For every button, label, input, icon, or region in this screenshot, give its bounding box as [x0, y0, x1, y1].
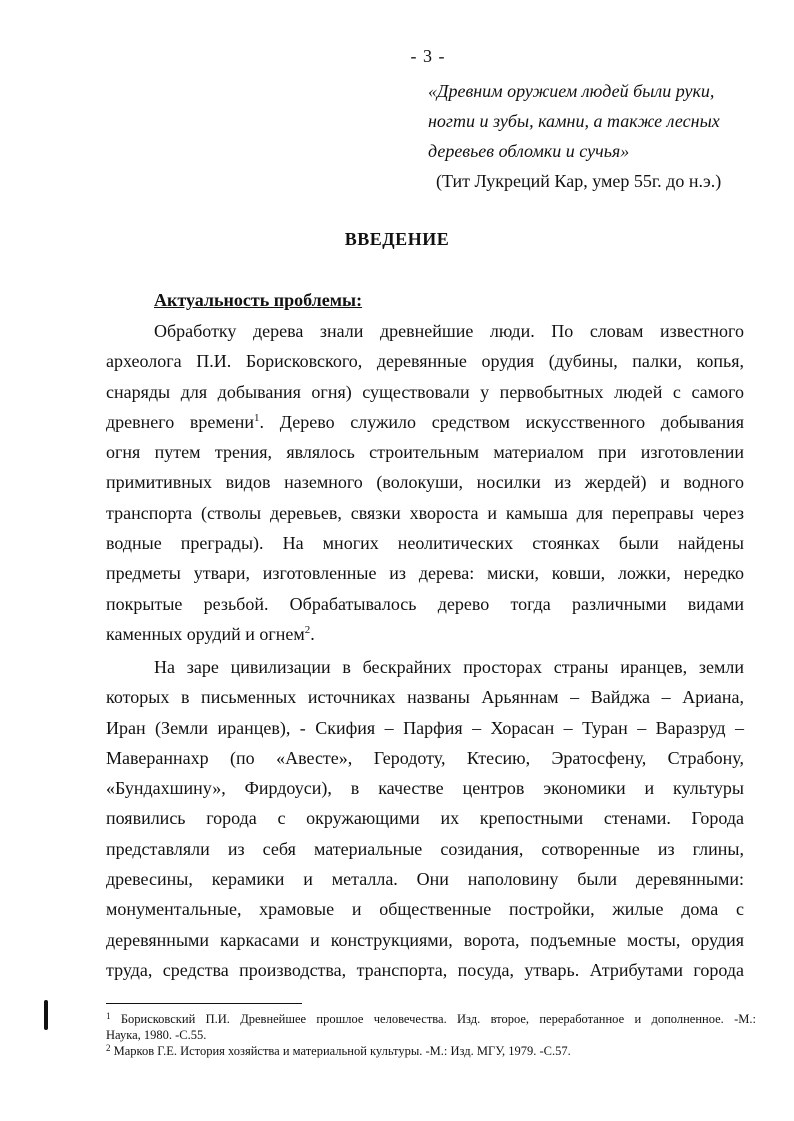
- text-line: водные преграды). На многих неолитических стоянках были найдены: [106, 533, 744, 554]
- paragraph-1: [106, 316, 744, 649]
- footnote-mark: 2: [106, 1043, 111, 1053]
- page-number: - 3 -: [410, 46, 446, 66]
- text-line: появились города с окружающими их крепостными стенами. Города: [106, 808, 744, 829]
- text-line: покрытые резьбой. Обрабатывалось дерево тогда различными видами: [106, 593, 744, 614]
- text-fragment: каменных орудий и огнем: [106, 623, 305, 644]
- footnote-line: Наука, 1980. -С.55.: [106, 1028, 207, 1042]
- text-line: археолога П.И. Борисковского, деревянные орудия (дубины, палки, копья,: [106, 351, 744, 372]
- scan-margin-mark: [44, 1000, 48, 1030]
- footnote-divider: [106, 1003, 302, 1004]
- text-line: труда, средства производства, транспорта, посуда, утварь. Атрибутами города: [106, 959, 744, 980]
- footnote-ref: 1: [254, 411, 260, 424]
- paragraph-2: [106, 652, 744, 985]
- epigraph-line: ногти и зубы, камни, а также лесных: [428, 111, 720, 131]
- epigraph-line: деревьев обломки и сучья»: [428, 141, 630, 161]
- text-line: «Бундахшину», Фирдоуси), в качестве центров экономики и культуры: [106, 778, 744, 799]
- footnote-mark: 1: [106, 1011, 111, 1021]
- text-line: огня путем трения, являлось строительным материалом при изготовлении: [106, 442, 744, 463]
- text-line: древесины, керамики и металла. Они наполовину были деревянными:: [106, 869, 744, 890]
- footnote-text: Марков Г.Е. История хозяйства и материальной культуры. -М.: Изд. МГУ, 1979. -С.57.: [113, 1044, 571, 1058]
- epigraph-source: (Тит Лукреций Кар, умер 55г. до н.э.): [436, 171, 722, 191]
- text-line: [106, 619, 744, 649]
- text-line: примитивных видов наземного (волокуши, носилки из жердей) и водного: [106, 472, 744, 493]
- text-line: снаряды для добывания огня) существовали у первобытных людей с самого: [106, 381, 744, 402]
- text-line: предметы утвари, изготовленные из дерева: миски, ковши, ложки, нередко: [106, 563, 744, 584]
- text-line: Обработку дерева знали древнейшие люди. По словам известного: [154, 321, 744, 341]
- text-line: деревянными каркасами и конструкциями, ворота, подъемные мосты, орудия: [106, 929, 744, 950]
- epigraph: [428, 76, 758, 196]
- text-fragment: .: [310, 623, 315, 644]
- epigraph-line: «Древним оружием людей были руки,: [428, 81, 715, 101]
- text-fragment: древнего времени: [106, 411, 255, 432]
- text-line: транспорта (стволы деревьев, связки хвороста и камыша для переправы через: [106, 502, 744, 523]
- text-line: [106, 407, 744, 437]
- page-title: ВВЕДЕНИЕ: [344, 229, 450, 249]
- text-line: На заре цивилизации в бескрайних просторах страны иранцев, земли: [154, 657, 744, 677]
- text-fragment: . Дерево служило средством искусственного добывания: [259, 411, 744, 432]
- text-line: монументальные, храмовые и общественные постройки, жилые дома с: [106, 899, 744, 920]
- footnote-line: [106, 1011, 756, 1027]
- section-heading: Актуальность проблемы:: [154, 290, 363, 310]
- footnotes: [106, 1011, 756, 1059]
- text-line: которых в письменных источниках названы Арьяннам – Вайджа – Ариана,: [106, 687, 744, 708]
- footnote-ref: 2: [304, 623, 311, 636]
- text-line: Мавераннахр (по «Авесте», Геродоту, Ктесию, Эратосфену, Страбону,: [106, 747, 744, 768]
- footnote-text: Борисковский П.И. Древнейшее прошлое человечества. Изд. второе, переработанное и дополненное. -М.:: [120, 1012, 756, 1026]
- footnote-line: [106, 1043, 756, 1059]
- text-line: представляли из себя материальные созидания, сотворенные из глины,: [106, 838, 744, 859]
- text-line: Иран (Земли иранцев), - Скифия – Парфия – Хорасан – Туран – Варазруд –: [106, 717, 744, 738]
